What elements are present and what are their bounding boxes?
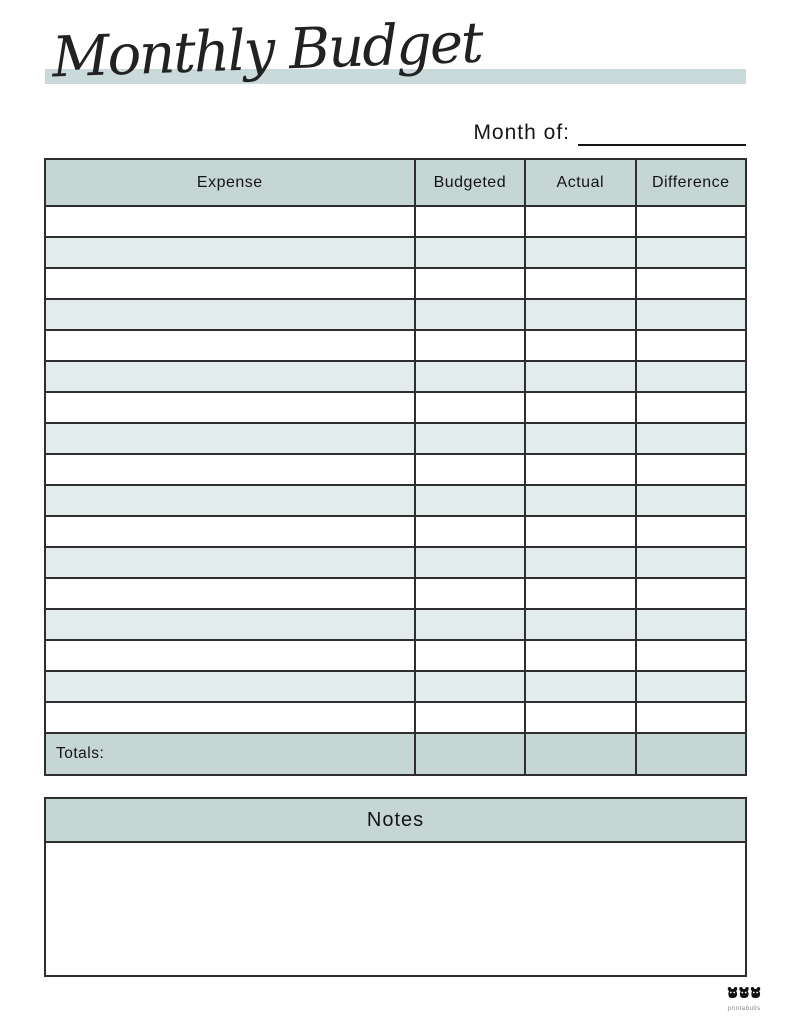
expense-cell[interactable] (45, 237, 415, 268)
difference-cell[interactable] (636, 361, 746, 392)
budgeted-cell[interactable] (415, 454, 525, 485)
difference-cell[interactable] (636, 268, 746, 299)
totals-difference-cell[interactable] (636, 733, 746, 775)
difference-cell[interactable] (636, 392, 746, 423)
actual-cell[interactable] (525, 609, 635, 640)
expense-cell[interactable] (45, 206, 415, 237)
month-of-row (473, 116, 746, 146)
budgeted-cell[interactable] (415, 609, 525, 640)
difference-cell[interactable] (636, 330, 746, 361)
actual-cell[interactable] (525, 423, 635, 454)
table-row (45, 423, 746, 454)
difference-cell[interactable] (636, 206, 746, 237)
budgeted-cell[interactable] (415, 640, 525, 671)
budgeted-cell[interactable] (415, 330, 525, 361)
difference-cell[interactable] (636, 299, 746, 330)
difference-cell[interactable] (636, 423, 746, 454)
expense-cell[interactable] (45, 268, 415, 299)
budgeted-cell[interactable] (415, 423, 525, 454)
expense-cell[interactable] (45, 423, 415, 454)
budgeted-cell[interactable] (415, 361, 525, 392)
logo-text: printabulls (727, 1005, 761, 1012)
actual-cell[interactable] (525, 268, 635, 299)
budgeted-cell[interactable] (415, 516, 525, 547)
budgeted-cell[interactable] (415, 268, 525, 299)
table-row (45, 392, 746, 423)
budgeted-cell[interactable] (415, 485, 525, 516)
table-row (45, 640, 746, 671)
expense-cell[interactable] (45, 454, 415, 485)
actual-cell[interactable] (525, 702, 635, 733)
actual-cell[interactable] (525, 299, 635, 330)
table-row (45, 361, 746, 392)
actual-cell[interactable] (525, 361, 635, 392)
column-header-actual: Actual (525, 159, 635, 206)
table-row (45, 299, 746, 330)
actual-cell[interactable] (525, 454, 635, 485)
table-row (45, 454, 746, 485)
table-row (45, 330, 746, 361)
actual-cell[interactable] (525, 578, 635, 609)
budget-table-footer (45, 733, 746, 775)
actual-cell[interactable] (525, 237, 635, 268)
expense-cell[interactable] (45, 516, 415, 547)
budgeted-cell[interactable] (415, 237, 525, 268)
expense-cell[interactable] (45, 609, 415, 640)
actual-cell[interactable] (525, 547, 635, 578)
expense-cell[interactable] (45, 578, 415, 609)
budgeted-cell[interactable] (415, 206, 525, 237)
expense-cell[interactable] (45, 392, 415, 423)
table-row (45, 485, 746, 516)
notes-input-area[interactable] (46, 843, 745, 975)
table-row (45, 671, 746, 702)
actual-cell[interactable] (525, 671, 635, 702)
three-bulls-icon (727, 986, 761, 1004)
actual-cell[interactable] (525, 330, 635, 361)
actual-cell[interactable] (525, 640, 635, 671)
table-row (45, 578, 746, 609)
printabulls-logo (721, 986, 767, 1012)
table-row (45, 268, 746, 299)
expense-cell[interactable] (45, 330, 415, 361)
column-header-expense: Expense (45, 159, 415, 206)
budget-table-header (45, 159, 746, 206)
actual-cell[interactable] (525, 516, 635, 547)
notes-section (44, 797, 747, 977)
month-input-line[interactable] (578, 122, 746, 146)
actual-cell[interactable] (525, 392, 635, 423)
table-row (45, 702, 746, 733)
difference-cell[interactable] (636, 485, 746, 516)
difference-cell[interactable] (636, 516, 746, 547)
budget-table-body (45, 206, 746, 733)
difference-cell[interactable] (636, 671, 746, 702)
expense-cell[interactable] (45, 702, 415, 733)
column-header-difference: Difference (636, 159, 746, 206)
budgeted-cell[interactable] (415, 392, 525, 423)
difference-cell[interactable] (636, 237, 746, 268)
actual-cell[interactable] (525, 206, 635, 237)
table-row (45, 547, 746, 578)
difference-cell[interactable] (636, 578, 746, 609)
expense-cell[interactable] (45, 361, 415, 392)
table-row (45, 206, 746, 237)
month-of-label: Month of: (473, 121, 570, 144)
actual-cell[interactable] (525, 485, 635, 516)
budgeted-cell[interactable] (415, 299, 525, 330)
budget-table (44, 158, 747, 776)
budgeted-cell[interactable] (415, 702, 525, 733)
expense-cell[interactable] (45, 640, 415, 671)
expense-cell[interactable] (45, 671, 415, 702)
totals-actual-cell[interactable] (525, 733, 635, 775)
page-title: Monthly Budget (50, 10, 483, 91)
difference-cell[interactable] (636, 609, 746, 640)
expense-cell[interactable] (45, 547, 415, 578)
totals-budgeted-cell[interactable] (415, 733, 525, 775)
totals-row (45, 733, 746, 775)
difference-cell[interactable] (636, 454, 746, 485)
table-row (45, 237, 746, 268)
table-row (45, 516, 746, 547)
difference-cell[interactable] (636, 547, 746, 578)
column-header-budgeted: Budgeted (415, 159, 525, 206)
expense-cell[interactable] (45, 299, 415, 330)
budgeted-cell[interactable] (415, 547, 525, 578)
difference-cell[interactable] (636, 640, 746, 671)
notes-header: Notes (46, 799, 745, 843)
budgeted-cell[interactable] (415, 578, 525, 609)
budgeted-cell[interactable] (415, 671, 525, 702)
table-row (45, 609, 746, 640)
totals-label: Totals: (45, 733, 415, 775)
difference-cell[interactable] (636, 702, 746, 733)
expense-cell[interactable] (45, 485, 415, 516)
